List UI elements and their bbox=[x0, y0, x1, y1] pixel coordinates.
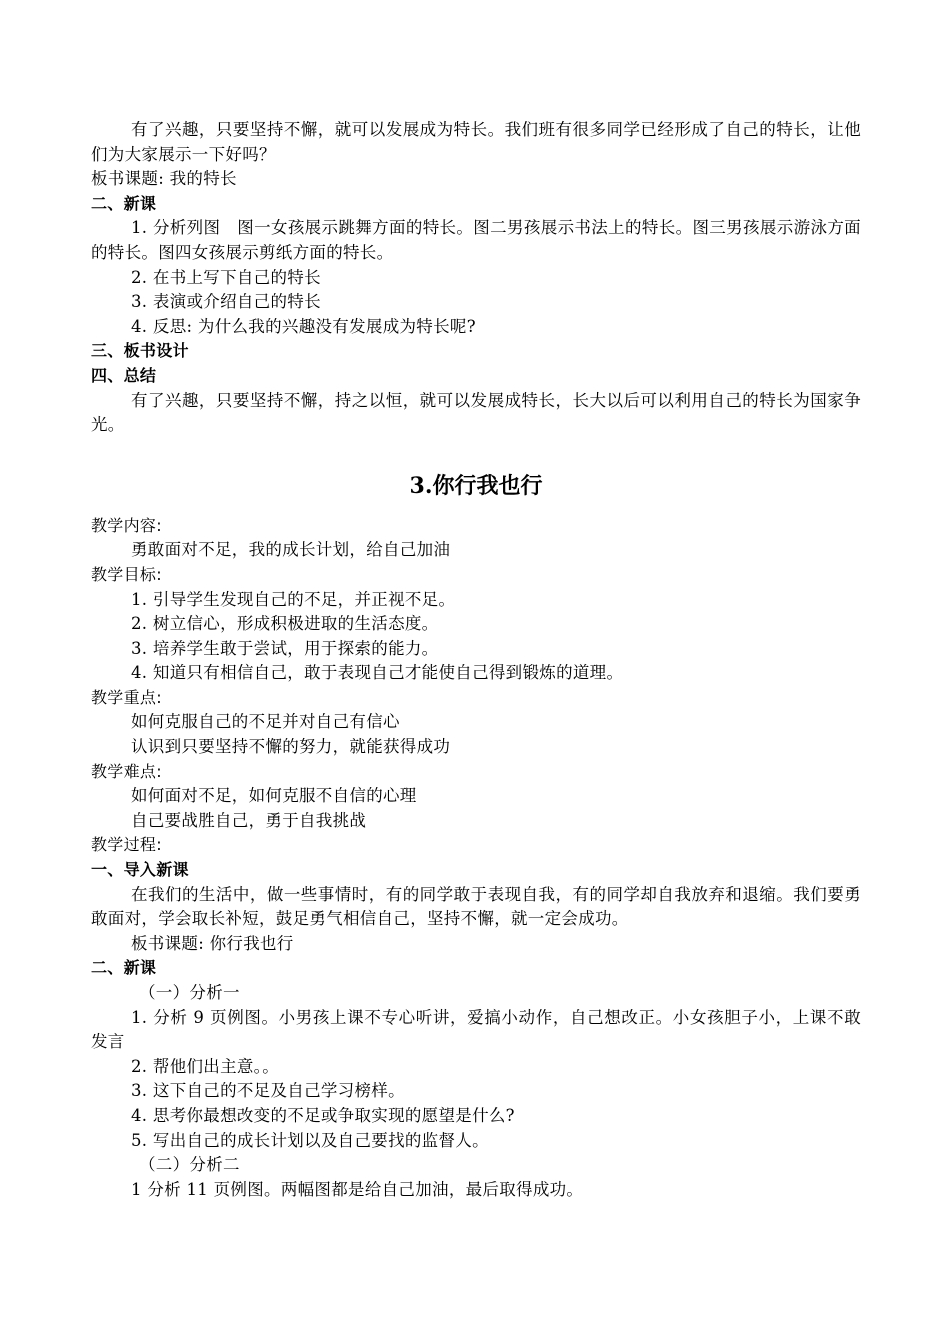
list-item: 3. 表演或介绍自己的特长 bbox=[131, 292, 321, 312]
heading-board-design: 三、板书设计 bbox=[91, 341, 189, 361]
analysis-item: 3. 这下自己的不足及自己学习榜样。 bbox=[131, 1081, 405, 1101]
key-label: 教学重点: bbox=[91, 687, 162, 707]
analysis-item: 4. 思考你最想改变的不足或争取实现的愿望是什么? bbox=[131, 1105, 515, 1125]
intro-paragraph: 有了兴趣，只要坚持不懈，就可以发展成为特长。我们班有很多同学已经形成了自己的特长，让他们为大家展示一下好吗？ bbox=[91, 120, 861, 164]
lesson-intro-paragraph: 在我们的生活中，做一些事情时，有的同学敢于表现自我，有的同学却自我放弃和退缩。我们要勇敢面对，学会取长补短，鼓足勇气相信自己，坚持不懈，就一定会成功。 bbox=[91, 884, 861, 929]
heading-summary: 四、总结 bbox=[91, 365, 157, 385]
content-text: 勇敢面对不足，我的成长计划，给自己加油 bbox=[131, 540, 451, 560]
board-title: 板书课题: 我的特长 bbox=[91, 169, 237, 189]
process-label: 教学过程: bbox=[91, 835, 162, 855]
goal-item: 4. 知道只有相信自己，敢于表现自己才能使自己得到锻炼的道理。 bbox=[131, 663, 624, 683]
summary-paragraph: 有了兴趣，只要坚持不懈，持之以恒，就可以发展成特长，长大以后可以利用自己的特长为国家争光。 bbox=[91, 390, 861, 435]
goal-item: 3. 培养学生敢于尝试，用于探索的能力。 bbox=[131, 638, 439, 658]
analysis-item: 1. 分析 9 页例图。小男孩上课不专心听讲，爱搞小动作，自己想改正。小女孩胆子小，上课不敢发言 bbox=[91, 1007, 861, 1052]
content-label: 教学内容: bbox=[91, 515, 162, 535]
heading-new-lesson-2: 二、新课 bbox=[91, 958, 157, 978]
lesson-title: 3.你行我也行 bbox=[409, 472, 543, 499]
list-item: 2. 在书上写下自己的特长 bbox=[131, 267, 321, 287]
difficulty-label: 教学难点: bbox=[91, 761, 162, 781]
heading-intro: 一、导入新课 bbox=[91, 860, 189, 880]
analysis-item: 1 分析 11 页例图。两幅图都是给自己加油，最后取得成功。 bbox=[131, 1179, 584, 1199]
goal-item: 1. 引导学生发现自己的不足，并正视不足。 bbox=[131, 589, 456, 609]
analysis-2-label: （二）分析二 bbox=[139, 1155, 240, 1175]
list-item: 1. 分析列图 图一女孩展示跳舞方面的特长。图二男孩展示书法上的特长。图三男孩展示游泳方面的特长。图四女孩展示剪纸方面的特长。 bbox=[91, 218, 861, 262]
lesson-board-title: 板书课题: 你行我也行 bbox=[131, 933, 294, 953]
difficulty-item: 如何面对不足，如何克服不自信的心理 bbox=[131, 786, 417, 806]
list-item: 4. 反思: 为什么我的兴趣没有发展成为特长呢? bbox=[131, 316, 476, 336]
analysis-1-label: （一）分析一 bbox=[139, 983, 240, 1002]
key-point: 如何克服自己的不足并对自己有信心 bbox=[131, 712, 400, 732]
document-page bbox=[91, 118, 861, 1202]
analysis-item: 2. 帮他们出主意。。 bbox=[131, 1056, 280, 1076]
analysis-item: 5. 写出自己的成长计划以及自己要找的监督人。 bbox=[131, 1130, 489, 1150]
goal-item: 2. 树立信心，形成积极进取的生活态度。 bbox=[131, 614, 439, 634]
difficulty-item: 自己要战胜自己，勇于自我挑战 bbox=[131, 810, 367, 830]
heading-new-lesson: 二、新课 bbox=[91, 193, 157, 213]
key-point: 认识到只要坚持不懈的努力，就能获得成功 bbox=[131, 737, 451, 757]
goals-label: 教学目标: bbox=[91, 564, 162, 584]
